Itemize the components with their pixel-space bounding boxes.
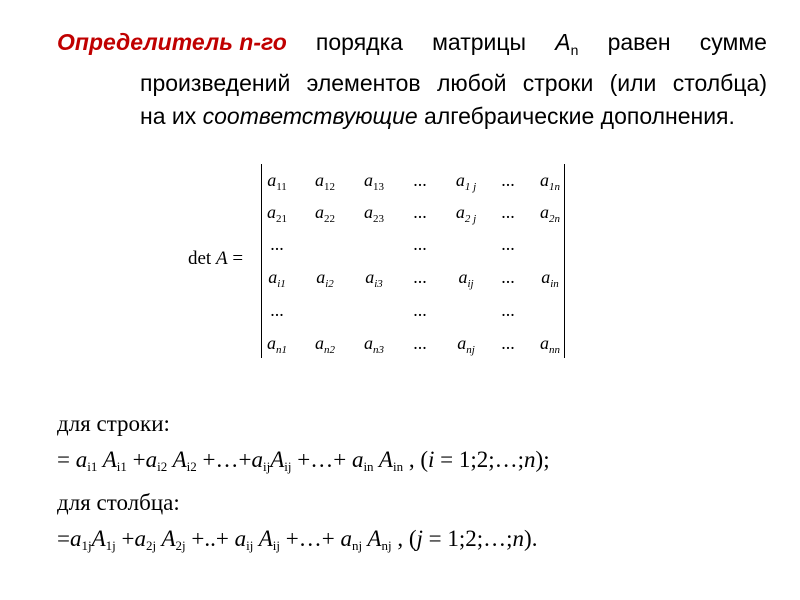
matrix-element: $a_{22}$ — [315, 202, 335, 225]
matrix-element: $a_{1n}$ — [540, 170, 560, 193]
matrix-element: $a_{i2}$ — [316, 267, 334, 290]
theorem-line-1 — [57, 26, 767, 67]
word: порядка — [315, 29, 403, 55]
word: сумме — [699, 29, 767, 55]
matrix-element: $a_{nj}$ — [457, 333, 475, 356]
matrix-element: $a_{i1}$ — [268, 267, 286, 290]
determinant-left-bar — [261, 164, 262, 358]
row-expansion-heading: для строки: — [57, 411, 170, 436]
matrix-element: $a_{11}$ — [267, 170, 287, 193]
word: матрицы — [432, 29, 527, 55]
determinant — [188, 160, 588, 362]
matrix-element: $a_{nn}$ — [540, 333, 560, 356]
word: любой — [436, 70, 507, 96]
matrix-ellipsis: ... — [413, 333, 427, 353]
matrix-ellipsis: ... — [501, 267, 515, 287]
theorem-line-2 — [57, 67, 767, 100]
det-label: det A = — [188, 248, 244, 269]
matrix-element: $a_{ij}$ — [458, 267, 474, 290]
matrix-ellipsis: ... — [413, 267, 427, 287]
word: строки — [522, 70, 594, 96]
matrix-ellipsis: ... — [501, 170, 515, 190]
matrix-ellipsis: ... — [413, 202, 427, 222]
matrix-element: $a_{2n}$ — [540, 202, 560, 225]
matrix-ellipsis: ... — [501, 300, 515, 320]
matrix-ellipsis: ... — [501, 333, 515, 353]
emphasized-text: соответствующие — [202, 103, 418, 129]
matrix-element: $a_{2 j}$ — [455, 202, 477, 225]
matrix-element: $a_{13}$ — [364, 170, 384, 193]
determinant-right-bar — [564, 164, 565, 358]
matrix-ellipsis: ... — [270, 300, 284, 320]
text: алгебраические дополнения. — [424, 103, 735, 129]
defined-term: Определитель n-го — [57, 29, 287, 55]
matrix-element: $a_{12}$ — [315, 170, 335, 193]
matrix-ellipsis: ... — [501, 202, 515, 222]
matrix-symbol: $A_n$ — [555, 29, 579, 58]
matrix-element: $a_{1 j}$ — [455, 170, 477, 193]
matrix-element: $a_{in}$ — [541, 267, 559, 290]
matrix-ellipsis: ... — [413, 234, 427, 254]
theorem-statement — [57, 26, 767, 133]
theorem-line-3 — [57, 100, 767, 133]
expansion-formulas — [57, 406, 777, 564]
matrix-ellipsis: ... — [501, 234, 515, 254]
matrix-ellipsis: ... — [270, 234, 284, 254]
word: элементов — [306, 70, 421, 96]
matrix-element: $a_{n2}$ — [315, 333, 335, 356]
matrix-element: $a_{23}$ — [364, 202, 384, 225]
row-expansion-formula: = $a_{i1}$ $A_{i1} +a_{i2}$ $A_{i2}$ $+\dots+a_{ij}A_{ij}$ +…+ $a_{in}$ $A_{in}$ , (i = 1;2;…;n); — [57, 447, 550, 474]
text: на их — [140, 103, 197, 129]
matrix-element: $a_{21}$ — [267, 202, 287, 225]
matrix-element: $a_{n3}$ — [364, 333, 384, 356]
column-expansion-heading: для столбца: — [57, 490, 180, 515]
matrix-ellipsis: ... — [413, 170, 427, 190]
word: равен — [607, 29, 671, 55]
column-expansion-formula: $=a_{1j}A_{1j} +a_{2j}$ $A_{2j}$ +..+ $a_{ij}$ $A_{ij}$ +…+ $a_{nj}$ $A_{nj}$ , (j = 1;2;…;n). — [57, 526, 538, 553]
word: (или — [609, 70, 657, 96]
matrix-ellipsis: ... — [413, 300, 427, 320]
matrix-element: $a_{i3}$ — [365, 267, 383, 290]
matrix-element: $a_{n1}$ — [267, 333, 287, 356]
word: произведений — [140, 70, 291, 96]
word: столбца) — [672, 70, 767, 96]
